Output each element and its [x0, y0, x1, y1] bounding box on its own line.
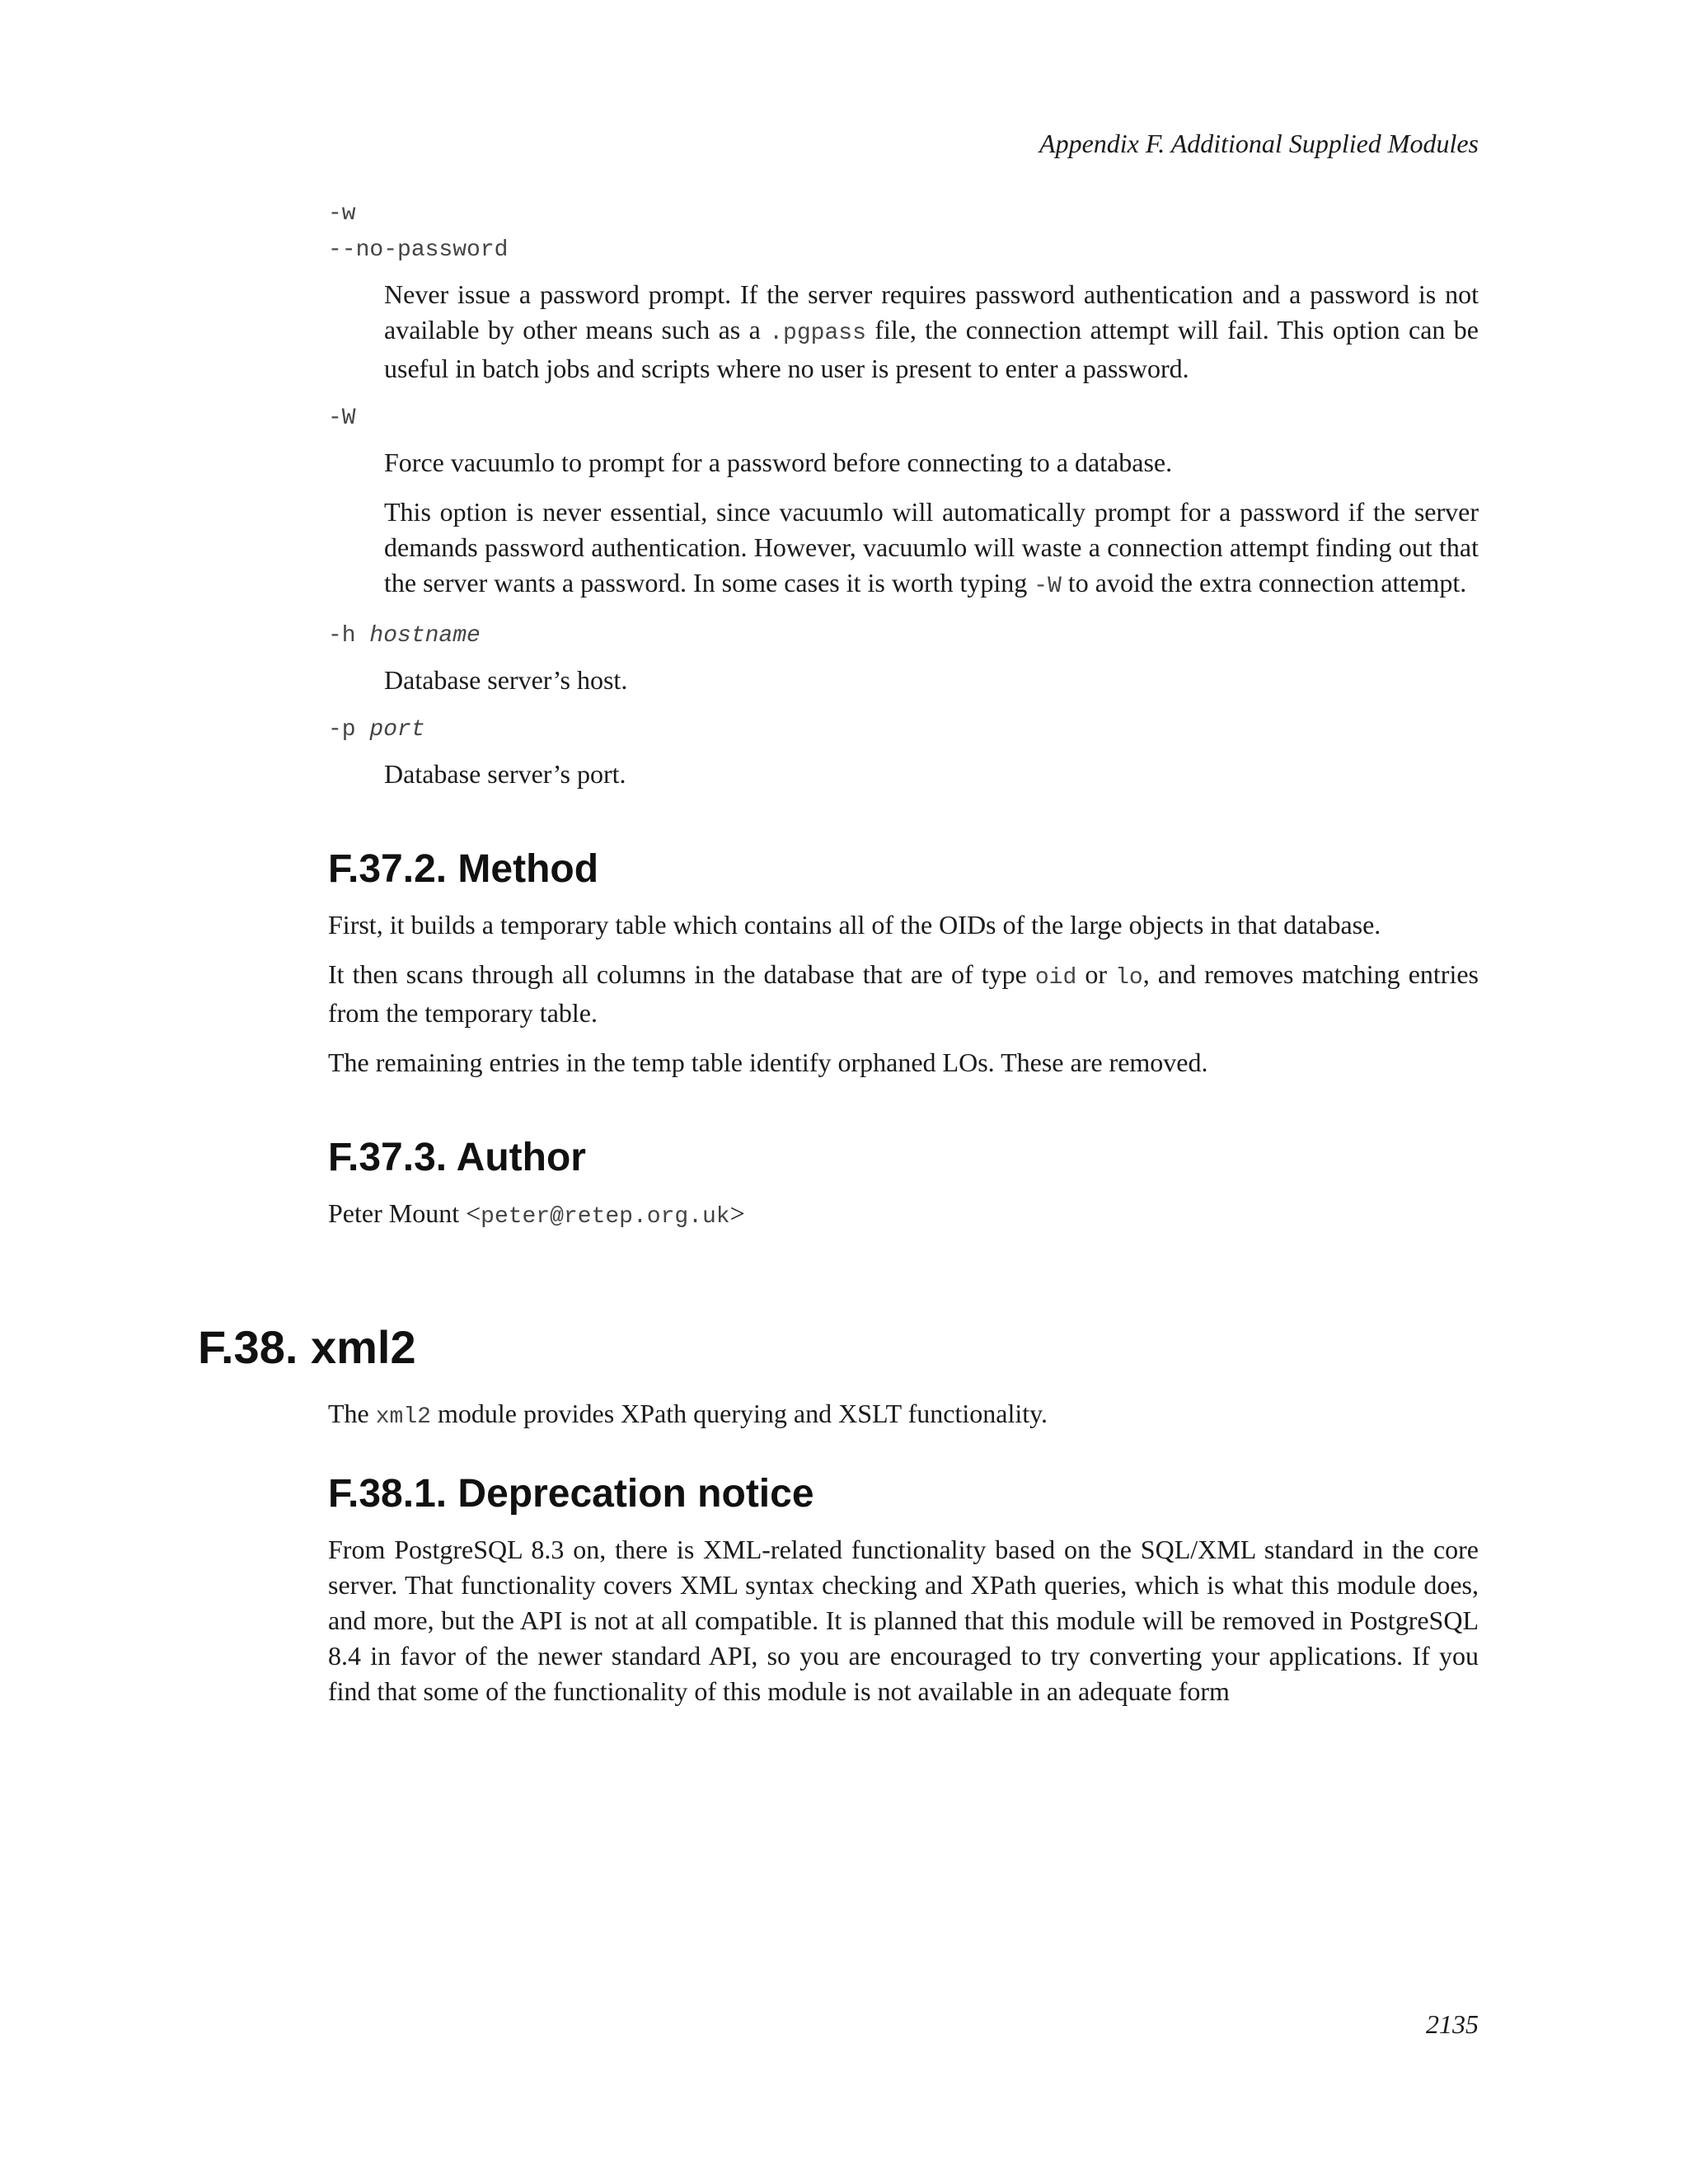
text-run: <	[459, 1198, 481, 1228]
section-xml2	[198, 1319, 1479, 1435]
text-run: file, the connection attempt will fail. This option can be useful in batch jobs and scripts where no user is present to enter a password.	[384, 315, 1479, 383]
paragraph	[328, 957, 1479, 1031]
page-content	[198, 196, 1479, 1723]
running-header: Appendix F. Additional Supplied Modules	[1039, 129, 1479, 158]
text-run: >	[729, 1198, 745, 1228]
section-method	[328, 845, 1479, 1080]
paragraph: From PostgreSQL 8.3 on, there is XML-related functionality based on the SQL/XML standard in the core server. That functionality covers XML syntax checking and XPath queries, which is what this module does, and more, but the API is not at all compatible. It is planned that this module will be removed in PostgreSQL 8.4 in favor of the newer standard API, so you are encouraged to try converting your applications. If you find that some of the functionality of this module is not available in an adequate form	[328, 1535, 1479, 1706]
text-run: It then scans through all columns in the database that are of type	[328, 959, 1035, 989]
section-heading: F.37.3. Author	[328, 1136, 586, 1179]
option-arg: port	[369, 717, 425, 743]
option-description	[384, 277, 1479, 387]
option-arg: hostname	[369, 623, 481, 649]
text-run: module provides XPath querying and XSLT functionality.	[430, 1399, 1048, 1428]
paragraph	[328, 1396, 1479, 1435]
section-heading: F.38.1. Deprecation notice	[328, 1472, 814, 1516]
option-description	[384, 757, 1479, 792]
option-term: -W	[328, 405, 356, 431]
inline-code: xml2	[375, 1404, 431, 1430]
text-run: Never issue a password prompt. If the server requires password authentication and a password is not available by other means such as a	[384, 279, 1479, 344]
paragraph: The remaining entries in the temp table identify orphaned LOs. These are removed.	[328, 1047, 1208, 1077]
text-run: , and removes matching entries from the temporary table.	[328, 959, 1479, 1028]
option-term: -w	[328, 201, 356, 227]
paragraph	[328, 1196, 1479, 1235]
option-flag: -h	[328, 623, 356, 649]
text-run: This option is never essential, since vacuumlo will automatically prompt for a password if the server demands password authentication. However, vacuumlo will waste a connection attempt finding out that the server wants a password. In some cases it is worth typing	[384, 497, 1479, 598]
section-heading: F.37.2. Method	[328, 847, 599, 891]
page-number: 2135	[1426, 2009, 1479, 2039]
paragraph: First, it builds a temporary table which contains all of the OIDs of the large objects in that database.	[328, 910, 1381, 940]
option-term	[328, 618, 1479, 654]
option-term	[328, 712, 1479, 748]
text-run: The	[328, 1399, 376, 1428]
option-description	[384, 663, 1479, 698]
inline-code: oid	[1034, 965, 1077, 991]
inline-code: lo	[1115, 965, 1143, 991]
paragraph	[384, 277, 1479, 387]
inline-code: -W	[1034, 574, 1062, 599]
text-run: or	[1076, 959, 1116, 989]
paragraph: Database server’s port.	[384, 759, 626, 789]
option-description	[384, 445, 1479, 604]
section-author	[328, 1133, 1479, 1235]
paragraph	[384, 494, 1479, 604]
section-deprecation	[328, 1469, 1479, 1709]
paragraph: Force vacuumlo to prompt for a password before connecting to a database.	[384, 448, 1173, 477]
chapter-heading: F.38. xml2	[198, 1321, 416, 1373]
option-term: --no-password	[328, 237, 509, 263]
author-email: peter@retep.org.uk	[481, 1204, 730, 1230]
inline-code: .pgpass	[769, 321, 866, 346]
option-flag: -p	[328, 717, 356, 743]
text-run: to avoid the extra connection attempt.	[1061, 568, 1467, 598]
paragraph: Database server’s host.	[384, 665, 628, 695]
author-name: Peter Mount	[328, 1198, 460, 1228]
